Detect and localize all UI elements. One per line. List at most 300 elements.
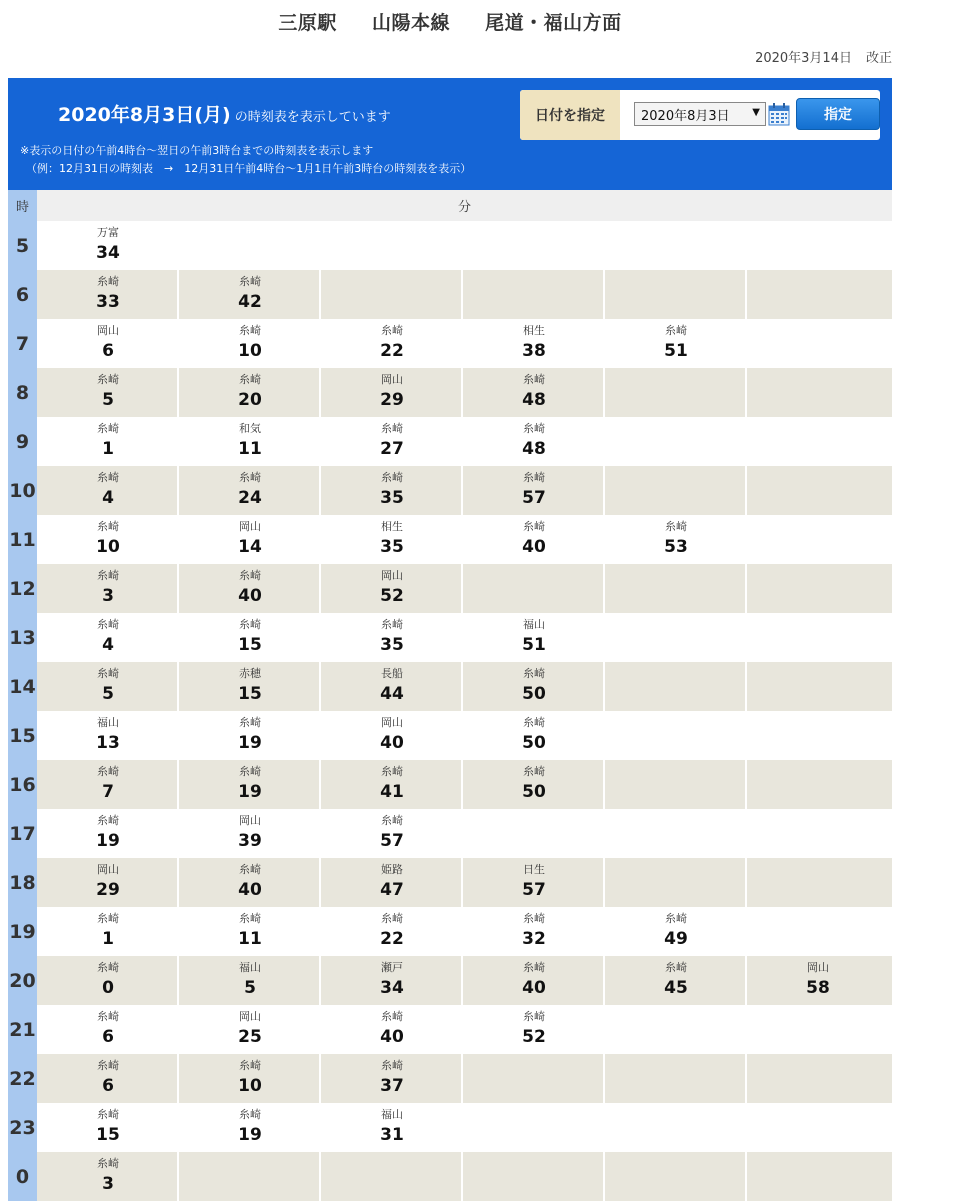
timetable-row [8, 809, 892, 858]
departure-minute[interactable]: 10 [238, 341, 262, 361]
train-destination: 糸崎 [381, 618, 403, 631]
timetable-row [8, 956, 892, 1005]
direction-name: 尾道・福山方面 [485, 12, 622, 34]
departure-minute[interactable]: 6 [102, 1076, 114, 1096]
train-cell[interactable] [321, 319, 463, 368]
train-destination: 糸崎 [97, 471, 119, 484]
train-cell[interactable] [321, 711, 463, 760]
departure-minute[interactable]: 33 [96, 292, 120, 312]
train-cell [605, 221, 747, 270]
departure-minute[interactable]: 49 [664, 929, 688, 949]
train-destination: 糸崎 [239, 1108, 261, 1121]
train-cell[interactable] [179, 858, 321, 907]
train-cell[interactable] [37, 466, 179, 515]
train-destination: 糸崎 [381, 1059, 403, 1072]
departure-minute[interactable]: 40 [380, 733, 404, 753]
minute-cells [37, 564, 892, 613]
hour-cell: 15 [8, 711, 37, 760]
train-cell[interactable] [37, 1054, 179, 1103]
train-cell [747, 907, 892, 956]
departure-minute[interactable]: 14 [238, 537, 262, 557]
train-destination: 糸崎 [381, 814, 403, 827]
train-cell[interactable] [605, 515, 747, 564]
train-cell[interactable] [37, 809, 179, 858]
train-cell[interactable] [321, 466, 463, 515]
timetable-row [8, 1152, 892, 1201]
train-cell [747, 319, 892, 368]
train-cell [605, 466, 747, 515]
train-cell [747, 1103, 892, 1152]
departure-minute[interactable]: 24 [238, 488, 262, 508]
departure-minute[interactable]: 42 [238, 292, 262, 312]
train-cell[interactable] [37, 711, 179, 760]
hour-cell: 10 [8, 466, 37, 515]
departure-minute[interactable]: 0 [102, 978, 114, 998]
train-cell [747, 221, 892, 270]
train-cell[interactable] [179, 368, 321, 417]
train-destination: 糸崎 [665, 961, 687, 974]
departure-minute[interactable]: 19 [238, 733, 262, 753]
hour-cell: 13 [8, 613, 37, 662]
train-cell [747, 662, 892, 711]
train-cell[interactable] [463, 858, 605, 907]
minute-column-header: 分 [37, 190, 892, 221]
departure-minute[interactable]: 52 [380, 586, 404, 606]
departure-minute[interactable]: 40 [522, 537, 546, 557]
date-select-value: 2020年8月3日 [641, 108, 730, 124]
train-cell[interactable] [179, 319, 321, 368]
train-cell[interactable] [321, 1103, 463, 1152]
train-cell [321, 270, 463, 319]
train-cell[interactable] [179, 760, 321, 809]
departure-minute[interactable]: 19 [96, 831, 120, 851]
minute-cells [37, 711, 892, 760]
departure-minute[interactable]: 35 [380, 537, 404, 557]
train-destination: 日生 [523, 863, 545, 876]
train-destination: 糸崎 [239, 373, 261, 386]
train-cell[interactable] [321, 515, 463, 564]
train-cell [605, 760, 747, 809]
departure-minute[interactable]: 32 [522, 929, 546, 949]
train-destination: 糸崎 [523, 373, 545, 386]
train-destination: 糸崎 [381, 324, 403, 337]
dropdown-arrow-icon: ▼ [752, 107, 760, 118]
train-destination: 糸崎 [239, 324, 261, 337]
train-destination: 福山 [239, 961, 261, 974]
departure-minute[interactable]: 5 [102, 390, 114, 410]
train-cell [463, 221, 605, 270]
train-destination: 糸崎 [97, 1157, 119, 1170]
departure-minute[interactable]: 22 [380, 341, 404, 361]
train-destination: 岡山 [807, 961, 829, 974]
train-cell [605, 417, 747, 466]
hour-cell: 11 [8, 515, 37, 564]
apply-date-button[interactable]: 指定 [796, 98, 880, 130]
train-destination: 糸崎 [523, 961, 545, 974]
train-cell[interactable] [179, 613, 321, 662]
train-cell[interactable] [463, 907, 605, 956]
departure-minute[interactable]: 40 [522, 978, 546, 998]
departure-minute[interactable]: 34 [380, 978, 404, 998]
train-cell[interactable] [605, 907, 747, 956]
train-cell[interactable] [321, 760, 463, 809]
minute-cells [37, 515, 892, 564]
train-cell[interactable] [179, 564, 321, 613]
departure-minute[interactable]: 37 [380, 1076, 404, 1096]
train-cell[interactable] [37, 221, 179, 270]
departure-minute[interactable]: 1 [102, 929, 114, 949]
departure-minute[interactable]: 40 [238, 880, 262, 900]
train-cell[interactable] [37, 956, 179, 1005]
hour-cell: 14 [8, 662, 37, 711]
hour-cell: 5 [8, 221, 37, 270]
hour-cell: 7 [8, 319, 37, 368]
train-cell[interactable] [463, 466, 605, 515]
train-destination: 相生 [523, 324, 545, 337]
train-cell[interactable] [605, 956, 747, 1005]
train-cell [605, 1152, 747, 1201]
hour-cell: 0 [8, 1152, 37, 1201]
train-destination: 姫路 [381, 863, 403, 876]
train-cell[interactable] [179, 515, 321, 564]
departure-minute[interactable]: 4 [102, 635, 114, 655]
train-cell[interactable] [321, 662, 463, 711]
train-cell [605, 662, 747, 711]
departure-minute[interactable]: 11 [238, 929, 262, 949]
departure-minute[interactable]: 50 [522, 684, 546, 704]
train-destination: 糸崎 [239, 275, 261, 288]
train-cell [747, 564, 892, 613]
train-destination: 糸崎 [523, 912, 545, 925]
train-destination: 和気 [239, 422, 261, 435]
train-cell[interactable] [463, 368, 605, 417]
train-cell[interactable] [179, 270, 321, 319]
train-cell[interactable] [321, 907, 463, 956]
timetable-row [8, 1103, 892, 1152]
train-destination: 糸崎 [239, 569, 261, 582]
train-cell[interactable] [37, 760, 179, 809]
train-cell[interactable] [605, 319, 747, 368]
departure-minute[interactable]: 35 [380, 635, 404, 655]
train-destination: 糸崎 [523, 716, 545, 729]
departure-minute[interactable]: 4 [102, 488, 114, 508]
train-cell[interactable] [37, 270, 179, 319]
timetable-row [8, 515, 892, 564]
train-cell [463, 1054, 605, 1103]
departure-minute[interactable]: 31 [380, 1125, 404, 1145]
train-cell[interactable] [37, 662, 179, 711]
departure-minute[interactable]: 29 [96, 880, 120, 900]
departure-minute[interactable]: 52 [522, 1027, 546, 1047]
timetable-rows [8, 221, 892, 1201]
train-cell [747, 858, 892, 907]
departure-minute[interactable]: 44 [380, 684, 404, 704]
minute-cells [37, 221, 892, 270]
minute-cells [37, 319, 892, 368]
train-destination: 糸崎 [239, 618, 261, 631]
departure-minute[interactable]: 57 [380, 831, 404, 851]
train-cell[interactable] [179, 907, 321, 956]
timetable-row [8, 760, 892, 809]
departure-minute[interactable]: 41 [380, 782, 404, 802]
train-cell[interactable] [463, 956, 605, 1005]
train-cell[interactable] [179, 662, 321, 711]
departure-minute[interactable]: 10 [96, 537, 120, 557]
display-example-note: （例：12月31日の時刻表 → 12月31日午前4時台～1月1日午前3時台の時刻表を表示） [26, 162, 472, 175]
train-destination: 糸崎 [97, 520, 119, 533]
departure-minute[interactable]: 40 [380, 1027, 404, 1047]
minute-cells [37, 1005, 892, 1054]
departure-minute[interactable]: 53 [664, 537, 688, 557]
train-destination: 糸崎 [239, 1059, 261, 1072]
departure-minute[interactable]: 13 [96, 733, 120, 753]
train-cell[interactable] [179, 956, 321, 1005]
departure-minute[interactable]: 50 [522, 782, 546, 802]
train-cell [463, 564, 605, 613]
timetable-row [8, 221, 892, 270]
train-destination: 糸崎 [97, 373, 119, 386]
revised-date: 2020年3月14日 [755, 51, 852, 66]
timetable-row [8, 907, 892, 956]
departure-minute[interactable]: 6 [102, 341, 114, 361]
timetable-row [8, 613, 892, 662]
train-destination: 岡山 [239, 1010, 261, 1023]
train-cell[interactable] [321, 564, 463, 613]
departure-minute[interactable]: 20 [238, 390, 262, 410]
train-cell[interactable] [321, 368, 463, 417]
departure-minute[interactable]: 3 [102, 1174, 114, 1194]
departure-minute[interactable]: 57 [522, 880, 546, 900]
train-cell[interactable] [321, 613, 463, 662]
train-cell [747, 466, 892, 515]
train-cell[interactable] [463, 662, 605, 711]
displayed-date-line [58, 100, 391, 127]
timetable-row [8, 368, 892, 417]
departure-minute[interactable]: 15 [238, 684, 262, 704]
train-cell[interactable] [179, 809, 321, 858]
train-destination: 糸崎 [239, 863, 261, 876]
train-destination: 糸崎 [665, 520, 687, 533]
departure-minute[interactable]: 47 [380, 880, 404, 900]
departure-minute[interactable]: 48 [522, 390, 546, 410]
train-cell [605, 613, 747, 662]
page-title [0, 8, 900, 35]
hour-cell: 22 [8, 1054, 37, 1103]
train-cell[interactable] [463, 760, 605, 809]
train-destination: 糸崎 [381, 1010, 403, 1023]
revised-label: 改正 [865, 51, 892, 66]
train-cell[interactable] [463, 417, 605, 466]
train-destination: 糸崎 [523, 667, 545, 680]
train-cell[interactable] [463, 613, 605, 662]
train-destination: 糸崎 [523, 471, 545, 484]
timetable-row [8, 466, 892, 515]
departure-minute[interactable]: 22 [380, 929, 404, 949]
departure-minute[interactable]: 19 [238, 782, 262, 802]
train-cell [747, 270, 892, 319]
departure-minute[interactable]: 6 [102, 1027, 114, 1047]
departure-minute[interactable]: 57 [522, 488, 546, 508]
train-cell[interactable] [37, 1005, 179, 1054]
train-cell[interactable] [747, 956, 892, 1005]
train-destination: 糸崎 [239, 716, 261, 729]
timetable-row [8, 711, 892, 760]
train-cell[interactable] [463, 711, 605, 760]
train-cell[interactable] [37, 1103, 179, 1152]
train-destination: 糸崎 [239, 471, 261, 484]
train-cell[interactable] [37, 613, 179, 662]
minute-cells [37, 1152, 892, 1201]
train-cell[interactable] [179, 466, 321, 515]
train-destination: 岡山 [239, 520, 261, 533]
hour-cell: 21 [8, 1005, 37, 1054]
departure-minute[interactable]: 1 [102, 439, 114, 459]
timetable-row [8, 1054, 892, 1103]
train-cell[interactable] [463, 515, 605, 564]
train-destination: 糸崎 [523, 1010, 545, 1023]
hour-cell: 17 [8, 809, 37, 858]
train-destination: 糸崎 [97, 814, 119, 827]
train-cell[interactable] [179, 1054, 321, 1103]
train-cell[interactable] [321, 809, 463, 858]
minute-cells [37, 417, 892, 466]
train-cell[interactable] [37, 858, 179, 907]
line-name: 山陽本線 [371, 12, 450, 34]
departure-minute[interactable]: 50 [522, 733, 546, 753]
train-destination: 糸崎 [97, 961, 119, 974]
date-banner [8, 78, 892, 190]
train-destination: 糸崎 [381, 765, 403, 778]
departure-minute[interactable]: 29 [380, 390, 404, 410]
train-cell [463, 1152, 605, 1201]
departure-minute[interactable]: 15 [238, 635, 262, 655]
train-destination: 糸崎 [381, 422, 403, 435]
train-cell[interactable] [37, 368, 179, 417]
date-picker [520, 90, 880, 140]
timetable-row [8, 1005, 892, 1054]
train-destination: 糸崎 [523, 422, 545, 435]
minute-cells [37, 760, 892, 809]
train-cell[interactable] [463, 319, 605, 368]
train-cell [605, 564, 747, 613]
train-cell [321, 1152, 463, 1201]
train-cell [747, 1054, 892, 1103]
date-select[interactable] [634, 102, 766, 126]
minute-cells [37, 662, 892, 711]
train-cell[interactable] [321, 858, 463, 907]
train-destination: 福山 [523, 618, 545, 631]
train-cell [463, 809, 605, 858]
train-cell[interactable] [179, 417, 321, 466]
train-cell[interactable] [179, 1103, 321, 1152]
timetable-row [8, 662, 892, 711]
train-cell [321, 221, 463, 270]
minute-cells [37, 907, 892, 956]
hour-cell: 6 [8, 270, 37, 319]
train-cell[interactable] [37, 417, 179, 466]
displayed-date: 2020年8月3日(月) [58, 104, 231, 126]
calendar-icon[interactable] [768, 102, 790, 126]
train-destination: 糸崎 [381, 471, 403, 484]
departure-minute[interactable]: 5 [102, 684, 114, 704]
departure-minute[interactable]: 10 [238, 1076, 262, 1096]
departure-minute[interactable]: 35 [380, 488, 404, 508]
train-destination: 長船 [381, 667, 403, 680]
departure-minute[interactable]: 51 [522, 635, 546, 655]
hour-cell: 12 [8, 564, 37, 613]
departure-minute[interactable]: 38 [522, 341, 546, 361]
departure-minute[interactable]: 51 [664, 341, 688, 361]
departure-minute[interactable]: 45 [664, 978, 688, 998]
minute-cells [37, 613, 892, 662]
departure-minute[interactable]: 7 [102, 782, 114, 802]
departure-minute[interactable]: 15 [96, 1125, 120, 1145]
departure-minute[interactable]: 3 [102, 586, 114, 606]
departure-minute[interactable]: 27 [380, 439, 404, 459]
train-cell[interactable] [321, 417, 463, 466]
departure-minute[interactable]: 40 [238, 586, 262, 606]
train-cell [747, 760, 892, 809]
train-destination: 岡山 [381, 569, 403, 582]
departure-minute[interactable]: 25 [238, 1027, 262, 1047]
train-destination: 糸崎 [97, 1059, 119, 1072]
train-cell[interactable] [179, 711, 321, 760]
train-destination: 糸崎 [97, 275, 119, 288]
minute-cells [37, 1054, 892, 1103]
train-cell[interactable] [463, 1005, 605, 1054]
train-cell[interactable] [321, 1005, 463, 1054]
timetable-row [8, 564, 892, 613]
departure-minute[interactable]: 58 [806, 978, 830, 998]
train-cell [605, 1103, 747, 1152]
minute-cells [37, 1103, 892, 1152]
train-destination: 岡山 [97, 324, 119, 337]
departure-minute[interactable]: 48 [522, 439, 546, 459]
train-cell [463, 1103, 605, 1152]
train-destination: 福山 [381, 1108, 403, 1121]
timetable-header [8, 190, 892, 221]
train-destination: 糸崎 [97, 765, 119, 778]
timetable-row [8, 319, 892, 368]
train-destination: 糸崎 [665, 912, 687, 925]
train-cell [605, 711, 747, 760]
minute-cells [37, 858, 892, 907]
timetable-row [8, 417, 892, 466]
train-cell[interactable] [37, 907, 179, 956]
hour-cell: 16 [8, 760, 37, 809]
train-destination: 糸崎 [97, 1010, 119, 1023]
train-cell[interactable] [37, 515, 179, 564]
departure-minute[interactable]: 5 [244, 978, 256, 998]
departure-minute[interactable]: 39 [238, 831, 262, 851]
train-cell[interactable] [37, 319, 179, 368]
train-destination: 糸崎 [97, 569, 119, 582]
departure-minute[interactable]: 19 [238, 1125, 262, 1145]
train-cell[interactable] [321, 956, 463, 1005]
train-cell[interactable] [37, 564, 179, 613]
displayed-date-suffix: の時刻表を表示しています [234, 110, 391, 125]
departure-minute[interactable]: 34 [96, 243, 120, 263]
train-cell[interactable] [179, 1005, 321, 1054]
train-destination: 岡山 [239, 814, 261, 827]
train-cell[interactable] [37, 1152, 179, 1201]
train-cell [747, 368, 892, 417]
display-note: ※表示の日付の午前4時台～翌日の午前3時台までの時刻表を表示します [20, 144, 374, 157]
departure-minute[interactable]: 11 [238, 439, 262, 459]
train-destination: 糸崎 [97, 1108, 119, 1121]
train-cell[interactable] [321, 1054, 463, 1103]
train-cell [463, 270, 605, 319]
